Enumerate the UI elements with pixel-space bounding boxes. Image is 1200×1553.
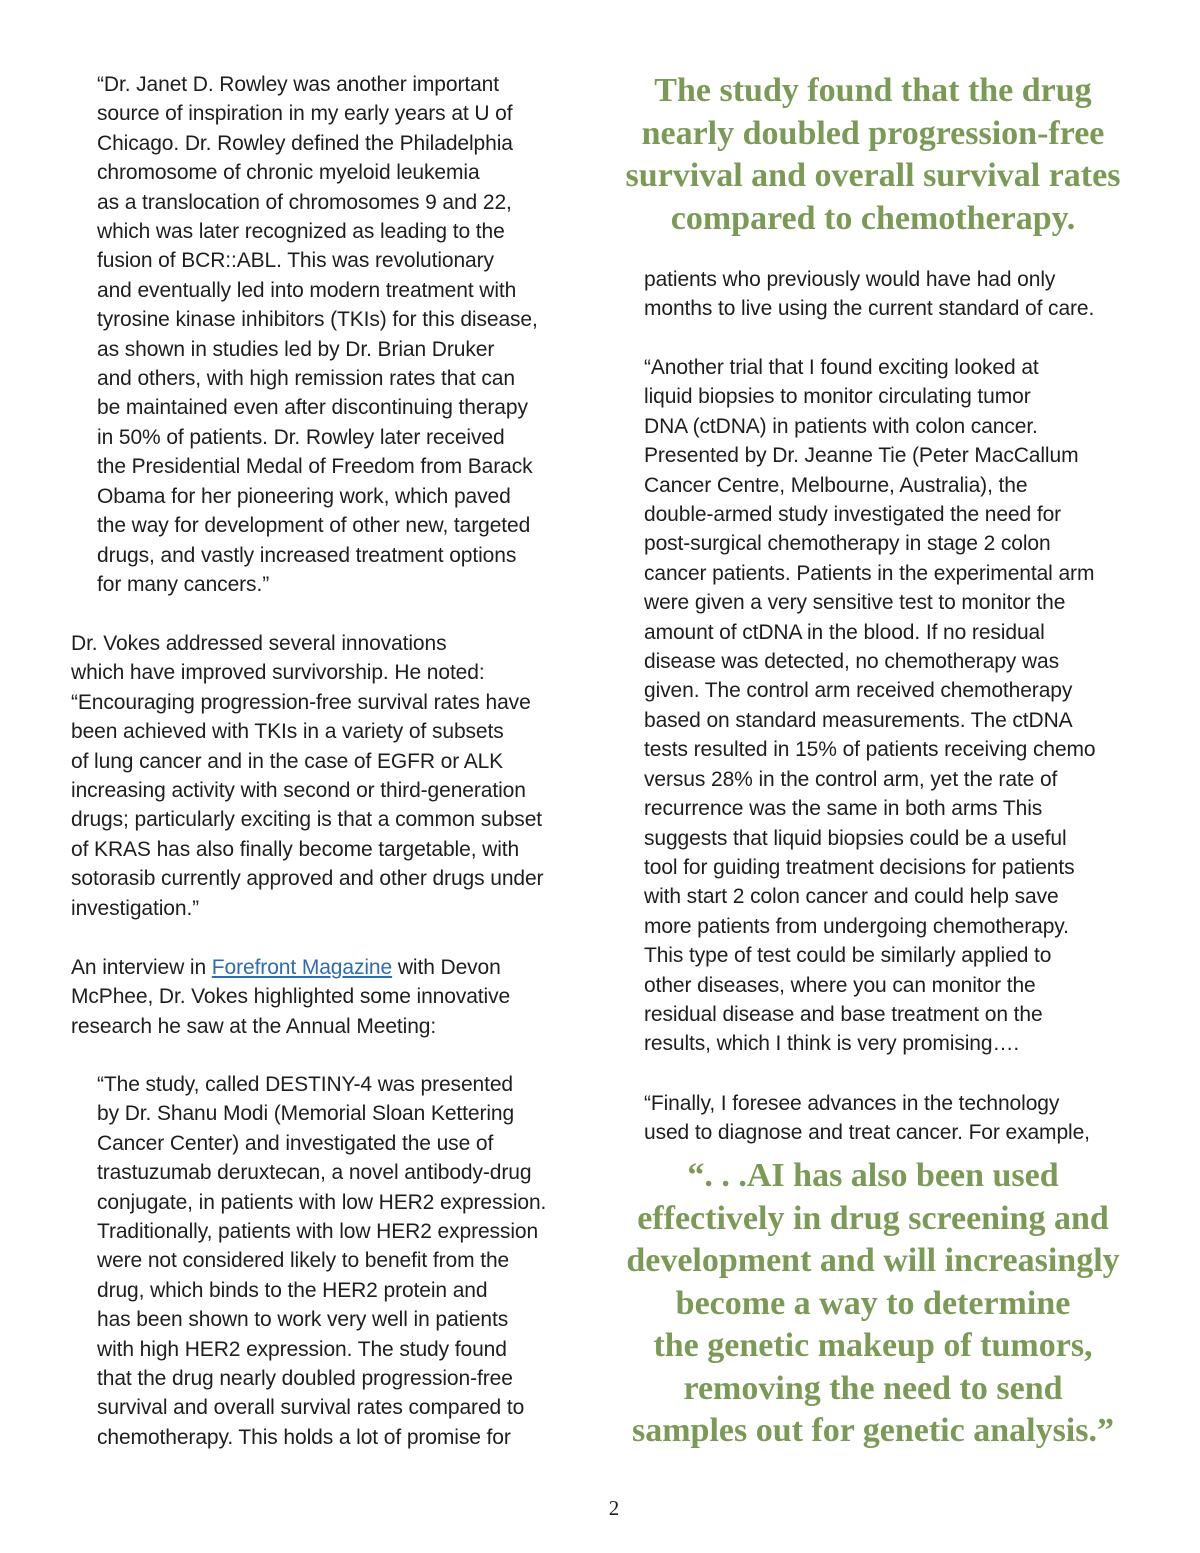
text-line: Traditionally, patients with low HER2 expression bbox=[97, 1220, 539, 1244]
text-line: chromosome of chronic myeloid leukemia bbox=[97, 161, 480, 185]
pull-quote-line: effectively in drug screening and bbox=[637, 1199, 1109, 1237]
text-line: as a translocation of chromosomes 9 and 22, bbox=[97, 190, 512, 214]
text-line: research he saw at the Annual Meeting: bbox=[71, 1014, 437, 1038]
text-line: suggests that liquid biopsies could be a useful bbox=[644, 826, 1067, 850]
text-line: “Dr. Janet D. Rowley was another important bbox=[97, 73, 499, 96]
text-line: drugs, and vastly increased treatment options bbox=[97, 543, 517, 567]
pull-quote-line: become a way to determine bbox=[675, 1284, 1071, 1322]
text-line: drug, which binds to the HER2 protein and bbox=[97, 1278, 488, 1302]
text-line: investigation.” bbox=[71, 896, 200, 920]
text-line: drugs; particularly exciting is that a common subset bbox=[71, 808, 543, 832]
text-line: cancer patients. Patients in the experimental arm bbox=[644, 561, 1095, 585]
text-line: the Presidential Medal of Freedom from Barack bbox=[97, 455, 533, 479]
pull-quote-line: the genetic makeup of tumors, bbox=[653, 1327, 1093, 1364]
pull-quote-bottom bbox=[612, 1155, 1134, 1453]
continuation-paragraph bbox=[644, 265, 1094, 324]
text-line: residual disease and base treatment on the bbox=[644, 1002, 1043, 1026]
text-fragment: An interview in bbox=[71, 956, 212, 979]
text-line: by Dr. Shanu Modi (Memorial Sloan Kettering bbox=[97, 1102, 515, 1126]
text-line: fusion of BCR::ABL. This was revolutionary bbox=[97, 249, 494, 273]
text-line: other diseases, where you can monitor the bbox=[644, 973, 1036, 997]
text-line: with start 2 colon cancer and could help save bbox=[644, 885, 1059, 909]
text-line: amount of ctDNA in the blood. If no residual bbox=[644, 620, 1045, 644]
text-line bbox=[71, 953, 510, 982]
text-line: were given a very sensitive test to monitor the bbox=[644, 591, 1066, 615]
text-line: more patients from undergoing chemotherapy. bbox=[644, 914, 1069, 938]
text-line: patients who previously would have had only bbox=[644, 268, 1056, 291]
text-line: the way for development of other new, targeted bbox=[97, 514, 531, 538]
pull-quote-line: The study found that the drug bbox=[654, 72, 1092, 109]
text-line: “Finally, I foresee advances in the technology bbox=[644, 1092, 1060, 1115]
text-line: conjugate, in patients with low HER2 expression. bbox=[97, 1190, 547, 1214]
text-line: months to live using the current standard of care. bbox=[644, 297, 1095, 321]
text-line: double-armed study investigated the need for bbox=[644, 503, 1062, 527]
text-line: tool for guiding treatment decisions for patients bbox=[644, 855, 1075, 879]
pull-quote-line: removing the need to send bbox=[683, 1369, 1063, 1407]
text-line: Chicago. Dr. Rowley defined the Philadelphia bbox=[97, 131, 513, 155]
text-fragment: with Devon bbox=[392, 956, 501, 979]
interview-paragraph bbox=[71, 953, 510, 1041]
text-line: recurrence was the same in both arms This bbox=[644, 797, 1043, 821]
text-line: and eventually led into modern treatment with bbox=[97, 278, 517, 302]
text-line: DNA (ctDNA) in patients with colon cancer. bbox=[644, 414, 1038, 438]
text-line: based on standard measurements. The ctDNA bbox=[644, 708, 1073, 732]
pull-quote-line: nearly doubled progression-free bbox=[641, 114, 1105, 152]
text-line: versus 28% in the control arm, yet the rate of bbox=[644, 767, 1058, 791]
text-line: in 50% of patients. Dr. Rowley later received bbox=[97, 425, 505, 449]
text-line: Presented by Dr. Jeanne Tie (Peter MacCallum bbox=[644, 444, 1079, 468]
rowley-quote bbox=[97, 70, 538, 599]
text-line: with high HER2 expression. The study found bbox=[97, 1337, 507, 1361]
text-line: results, which I think is very promising…. bbox=[644, 1032, 1020, 1056]
text-line: increasing activity with second or third-generation bbox=[71, 779, 526, 803]
text-line: source of inspiration in my early years at U of bbox=[97, 102, 513, 126]
text-line: disease was detected, no chemotherapy was bbox=[644, 650, 1059, 674]
text-line: which have improved survivorship. He noted: bbox=[71, 661, 485, 685]
text-line: post-surgical chemotherapy in stage 2 colon bbox=[644, 532, 1051, 556]
text-line: tests resulted in 15% of patients receiving chemo bbox=[644, 738, 1096, 762]
text-line: given. The control arm received chemotherapy bbox=[644, 679, 1073, 703]
pull-quote-line: development and will increasingly bbox=[626, 1242, 1120, 1279]
text-line: of lung cancer and in the case of EGFR or ALK bbox=[71, 749, 504, 773]
text-line: were not considered likely to benefit from the bbox=[97, 1249, 510, 1273]
text-line: “Another trial that I found exciting looked at bbox=[644, 356, 1039, 379]
text-line: as shown in studies led by Dr. Brian Druker bbox=[97, 337, 495, 361]
text-line: for many cancers.” bbox=[97, 572, 270, 596]
text-line: sotorasib currently approved and other drugs under bbox=[71, 867, 544, 891]
text-line: Obama for her pioneering work, which paved bbox=[97, 484, 511, 508]
text-line: which was later recognized as leading to the bbox=[97, 220, 505, 244]
text-line: has been shown to work very well in patients bbox=[97, 1308, 509, 1332]
text-line: used to diagnose and treat cancer. For example, bbox=[644, 1121, 1090, 1145]
text-line: chemotherapy. This holds a lot of promise for bbox=[97, 1425, 511, 1449]
pull-quote-top bbox=[612, 70, 1134, 240]
text-line: McPhee, Dr. Vokes highlighted some innovative bbox=[71, 985, 511, 1009]
text-line: that the drug nearly doubled progression-free bbox=[97, 1367, 513, 1391]
text-line: “The study, called DESTINY-4 was presented bbox=[97, 1073, 513, 1096]
destiny-quote bbox=[97, 1070, 546, 1452]
forefront-magazine-link[interactable]: Forefront Magazine bbox=[211, 956, 393, 979]
text-line: tyrosine kinase inhibitors (TKIs) for this disease, bbox=[97, 308, 538, 332]
vokes-paragraph bbox=[71, 629, 543, 923]
ctdna-paragraph bbox=[644, 353, 1096, 1059]
pull-quote-line: compared to chemotherapy. bbox=[670, 199, 1076, 237]
finally-paragraph bbox=[644, 1089, 1090, 1148]
text-line: of KRAS has also finally become targetable, with bbox=[71, 837, 520, 861]
text-line: and others, with high remission rates that can bbox=[97, 367, 515, 391]
text-line: Cancer Centre, Melbourne, Australia), the bbox=[644, 473, 1028, 497]
pull-quote-line: samples out for genetic analysis.” bbox=[632, 1412, 1114, 1449]
text-line: survival and overall survival rates compared to bbox=[97, 1396, 525, 1420]
text-line: This type of test could be similarly applied to bbox=[644, 944, 1052, 968]
text-line: Dr. Vokes addressed several innovations bbox=[71, 632, 447, 655]
text-line: Cancer Center) and investigated the use of bbox=[97, 1131, 494, 1155]
page-number: 2 bbox=[608, 1496, 620, 1520]
pull-quote-line: “. . .AI has also been used bbox=[687, 1157, 1059, 1194]
text-line: liquid biopsies to monitor circulating tumor bbox=[644, 385, 1031, 409]
pull-quote-line: survival and overall survival rates bbox=[625, 157, 1121, 194]
text-line: be maintained even after discontinuing therapy bbox=[97, 396, 528, 420]
text-line: been achieved with TKIs in a variety of subsets bbox=[71, 720, 504, 744]
text-line: trastuzumab deruxtecan, a novel antibody-drug bbox=[97, 1161, 532, 1185]
text-line: “Encouraging progression-free survival rates have bbox=[71, 690, 531, 714]
